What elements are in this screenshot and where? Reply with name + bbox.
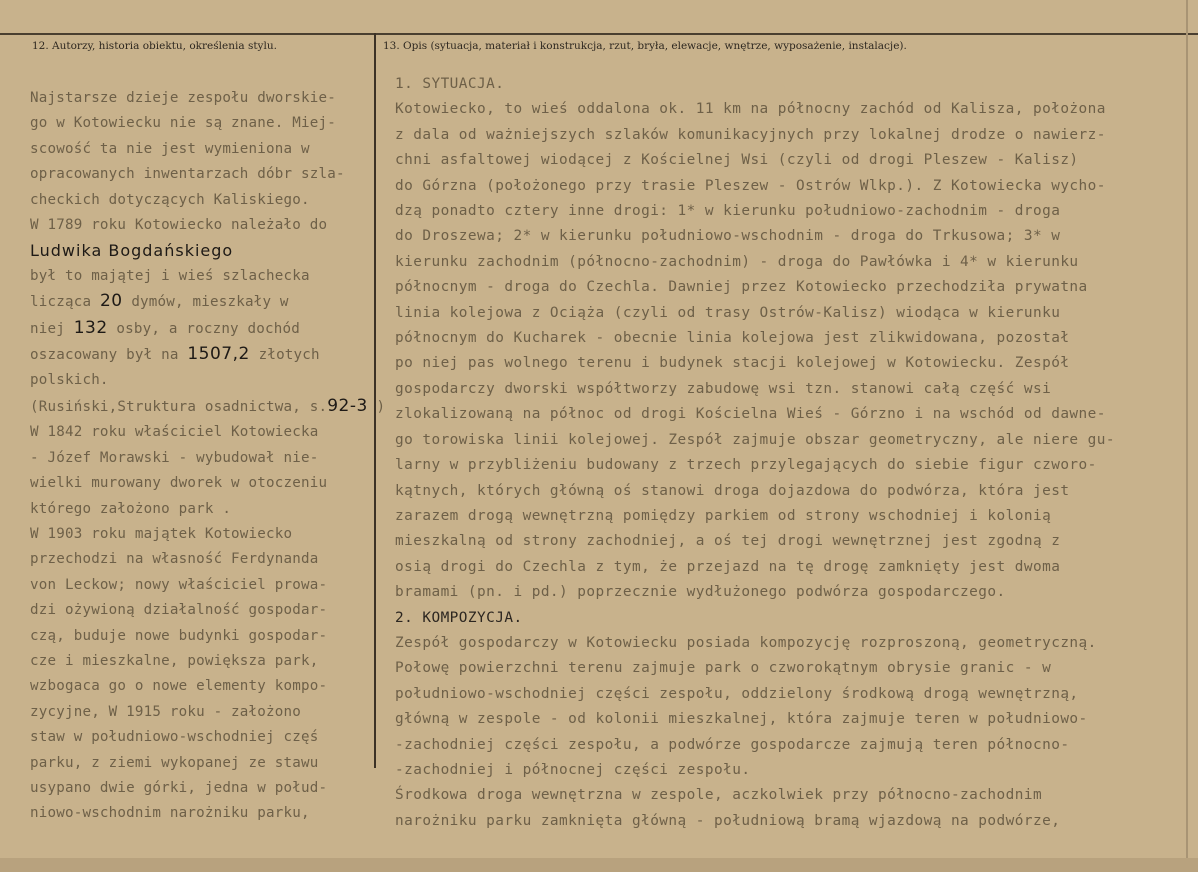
history-line: parku, z ziemi wykopanej ze stawu [30,754,319,771]
history-line: - Józef Morawski - wybudował nie- [30,449,319,466]
history-line: von Leckow; nowy właściciel prowa- [30,576,328,593]
history-line: W 1789 roku Kotowiecko należało do [30,217,328,234]
description-line: kierunku zachodnim (północno-zachodnim) - droga do Pawłówka i 4* w kierunku [395,253,1079,270]
section-13-header: 13. Opis (sytuacja, materiał i konstrukcja, rzut, bryła, elewacje, wnętrze, wyposażenie, instalacje). [383,40,907,52]
section-heading-composition: 2. KOMPOZYCJA. [395,609,523,626]
history-line: wzbogaca go o nowe elementy kompo- [30,678,328,695]
history-line: którego założono park . [30,500,232,517]
history-line-with-handwriting [30,342,375,368]
handwritten-resident-count: 132 [73,317,108,338]
description-line: główną w zespole - od kolonii mieszkalnej, która zajmuje teren w południowo- [395,711,1088,728]
history-line: wielki murowany dworek w otoczeniu [30,475,328,492]
history-text: niej [30,320,74,337]
handwritten-smoke-count: 20 [99,291,123,312]
history-line-with-handwriting [30,316,375,342]
description-line: bramami (pn. i pd.) poprzecznie wydłużonego podwórza gospodarczego. [395,584,1006,601]
description-line: Połowę powierzchni terenu zajmuje park o czworokątnym obrysie granic - w [395,660,1052,677]
history-text: osby, a roczny dochód [107,320,300,337]
description-line: -zachodniej części zespołu, a podwórze gospodarcze zajmują teren północno- [395,736,1070,753]
description-line: północnym do Kucharek - obecnie linia kolejowa jest zlikwidowana, pozostał [395,330,1070,347]
header-rule [0,33,1198,35]
section-12-header: 12. Autorzy, historia obiektu, określenia stylu. [32,40,277,52]
history-text: licząca [30,294,100,311]
history-line: W 1903 roku majątek Kotowiecko [30,525,293,542]
history-line: go w Kotowiecku nie są znane. Miej- [30,115,336,132]
description-line: Kotowiecko, to wieś oddalona ok. 11 km na północny zachód od Kalisza, położona [395,101,1106,118]
history-line: checkich dotyczących Kaliskiego. [30,191,310,208]
history-line: W 1842 roku właściciel Kotowiecka [30,424,319,441]
section-heading-situation: 1. SYTUACJA. [395,76,505,92]
history-line: był to majątej i wieś szlachecka [30,267,310,284]
description-line: narożniku parku zamknięta główną - południową bramą wjazdową na podwórze, [395,812,1061,829]
description-line: -zachodniej i północnej części zespołu. [395,761,751,778]
history-text: dymów, mieszkały w [122,294,289,311]
description-line: osią drogi do Czechla z tym, że przejazd na tę drogę zamknięty jest dwoma [395,558,1061,575]
citation-text: ) [367,398,386,415]
description-line: zarazem drogą wewnętrzną pomiędzy parkiem od strony wschodniej i kolonią [395,507,1052,524]
history-line: zycyjne, W 1915 roku - założono [30,703,301,720]
history-line: czą, buduje nowe budynki gospodar- [30,627,328,644]
description-line: kątnych, których główną oś stanowi droga dojazdowa do podwórza, która jest [395,482,1070,499]
handwritten-owner-name: Ludwika Bogdańskiego [30,241,234,261]
description-line: dzą ponadto cztery inne drogi: 1* w kierunku południowo-zachodnim - droga [395,203,1061,220]
sheet-edge [1186,0,1188,872]
history-line: usypano dwie górki, jedna w połud- [30,779,328,796]
history-text: złotych [249,347,320,364]
history-line: Najstarsze dzieje zespołu dworskie- [30,90,336,106]
description-line: do Droszewa; 2* w kierunku południowo-wschodnim - droga do Trkusowa; 3* w [395,228,1061,245]
history-line: opracowanych inwentarzach dóbr szla- [30,166,345,183]
history-line: dzi ożywioną działalność gospodar- [30,602,328,619]
description-column [395,72,1185,834]
description-line: po niej pas wolnego terenu i budynek stacji kolejowej w Kotowiecku. Zespół [395,355,1070,372]
description-line: z dala od ważniejszych szlaków komunikacyjnych przy lokalnej drodze o nawierz- [395,126,1106,143]
history-line: staw w południowo-wschodniej częś [30,729,319,746]
description-line: mieszkalną od strony zachodniej, a oś tej drogi wewnętrznej jest zgodną z [395,533,1061,550]
history-column [30,86,386,827]
citation-line [30,394,386,420]
description-line: larny w przybliżeniu budowany z trzech przylegających do siebie figur czworo- [395,457,1097,474]
history-line: polskich. [30,372,109,389]
description-line: Zespół gospodarczy w Kotowiecku posiada kompozycję rozproszoną, geometryczną. [395,634,1097,651]
handwritten-income-value: 1507,2 [187,344,250,365]
description-line: go torowiska linii kolejowej. Zespół zajmuje obszar geometryczny, ale niere gu- [395,431,1115,448]
history-text: oszacowany był na [30,347,188,364]
description-line: chni asfaltowej wiodącej z Kościelnej Wsi (czyli od drogi Pleszew - Kalisz) [395,152,1079,169]
history-line: scowość ta nie jest wymieniona w [30,140,310,157]
description-line: do Górzna (położonego przy trasie Pleszew - Ostrów Wlkp.). Z Kotowiecka wycho- [395,177,1106,194]
history-line-with-handwriting [30,289,375,315]
history-line: cze i mieszkalne, powiększa park, [30,652,319,669]
history-line: przechodzi na własność Ferdynanda [30,551,319,568]
handwritten-page-range: 92-3 [327,395,368,416]
description-line: linia kolejowa z Ociąża (czyli od trasy Ostrów-Kalisz) wiodąca w kierunku [395,304,1061,321]
description-line: południowo-wschodniej części zespołu, oddzielony środkową drogą wewnętrzną, [395,685,1079,702]
description-line: północnym - droga do Czechla. Dawniej przez Kotowiecko przechodziła prywatna [395,279,1088,296]
citation-text: (Rusiński,Struktura osadnictwa, s. [30,398,328,415]
description-line: zlokalizowaną na północ od drogi Kościelna Wieś - Górzno i na wschód od dawne- [395,406,1106,423]
history-line: niowo-wschodnim narożniku parku, [30,805,310,822]
description-line: Środkowa droga wewnętrzna w zespole, aczkolwiek przy północno-zachodnim [395,787,1043,804]
bottom-strip [0,858,1198,872]
description-line: gospodarczy dworski współtworzy zabudowę wsi tzn. stanowi całą część wsi [395,380,1052,397]
